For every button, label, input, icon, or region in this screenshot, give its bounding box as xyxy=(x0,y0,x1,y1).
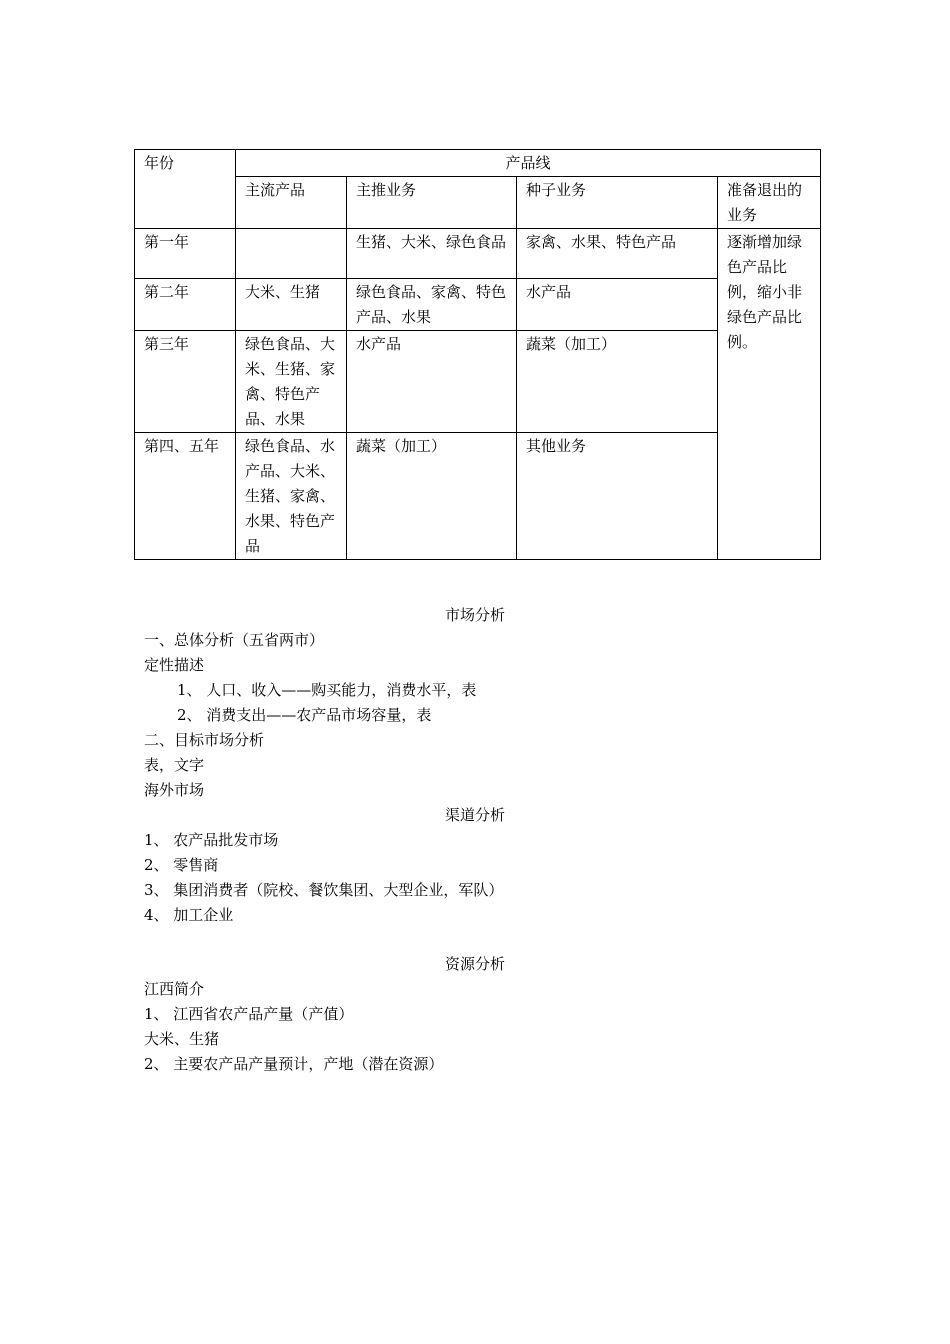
year-header: 年份 xyxy=(135,150,236,229)
qualitative-description: 定性描述 xyxy=(144,656,205,674)
exit-note-cell: 逐渐增加绿色产品比例，缩小非绿色产品比例。 xyxy=(718,229,821,560)
list-item: 1、 农产品批发市场 xyxy=(144,831,279,849)
resource-analysis-section xyxy=(144,952,806,1077)
seed-cell: 水产品 xyxy=(517,279,718,331)
list-item: 3、 集团消费者（院校、餐饮集团、大型企业，军队） xyxy=(144,881,504,899)
year-cell: 第四、五年 xyxy=(135,433,236,560)
seed-header: 种子业务 xyxy=(517,177,718,229)
overall-analysis-heading: 一、总体分析（五省两市） xyxy=(144,631,325,649)
resource-analysis-title: 资源分析 xyxy=(444,955,505,973)
overseas-market: 海外市场 xyxy=(144,781,205,799)
seed-cell: 蔬菜（加工） xyxy=(517,331,718,433)
year-cell: 第三年 xyxy=(135,331,236,433)
mainstream-header: 主流产品 xyxy=(236,177,347,229)
jiangxi-intro: 江西简介 xyxy=(144,980,205,998)
list-item: 2、 零售商 xyxy=(144,856,219,874)
promoted-cell: 生猪、大米、绿色食品 xyxy=(347,229,517,279)
channel-analysis-title: 渠道分析 xyxy=(444,806,505,824)
promoted-cell: 绿色食品、家禽、特色产品、水果 xyxy=(347,279,517,331)
market-analysis-section xyxy=(144,603,806,928)
product-line-table xyxy=(134,149,821,560)
mainstream-cell: 绿色食品、水产品、大米、生猪、家禽、水果、特色产品 xyxy=(236,433,347,560)
list-item: 1、 人口、收入——购买能力，消费水平，表 xyxy=(177,681,477,699)
list-item: 2、 主要农产品产量预计，产地（潜在资源） xyxy=(144,1055,444,1073)
list-item-detail: 大米、生猪 xyxy=(144,1030,220,1048)
product-line-header: 产品线 xyxy=(236,150,821,177)
target-market-heading: 二、目标市场分析 xyxy=(144,731,265,749)
seed-cell: 家禽、水果、特色产品 xyxy=(517,229,718,279)
list-item: 2、 消费支出——农产品市场容量，表 xyxy=(177,706,432,724)
table-row xyxy=(135,229,821,279)
market-analysis-title: 市场分析 xyxy=(444,606,505,624)
list-item: 1、 江西省农产品产量（产值） xyxy=(144,1005,354,1023)
list-item: 4、 加工企业 xyxy=(144,906,234,924)
year-cell: 第一年 xyxy=(135,229,236,279)
mainstream-cell: 大米、生猪 xyxy=(236,279,347,331)
exit-header: 准备退出的业务 xyxy=(718,177,821,229)
mainstream-cell: 绿色食品、大米、生猪、家禽、特色产品、水果 xyxy=(236,331,347,433)
mainstream-cell xyxy=(236,229,347,279)
promoted-header: 主推业务 xyxy=(347,177,517,229)
year-cell: 第二年 xyxy=(135,279,236,331)
seed-cell: 其他业务 xyxy=(517,433,718,560)
promoted-cell: 蔬菜（加工） xyxy=(347,433,517,560)
table-text-note: 表，文字 xyxy=(144,756,205,774)
promoted-cell: 水产品 xyxy=(347,331,517,433)
